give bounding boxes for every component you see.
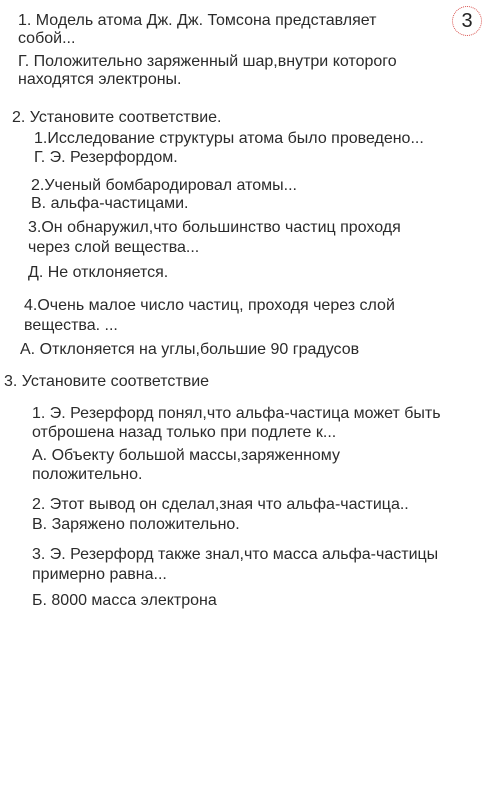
q2-item-2-question: 2.Ученый бомбародировал атомы...	[31, 177, 297, 194]
q3-item-1-question-2: отброшена назад только при подлете к...	[32, 424, 337, 441]
q3-item-1-answer-1: А. Объекту большой массы,заряженному	[32, 447, 340, 464]
q2-item-1-question: 1.Исследование структуры атома было проведено...	[34, 130, 424, 147]
q2-item-4-question-2: вещества. ...	[24, 317, 118, 334]
q3-title: 3. Установите соответствие	[4, 373, 210, 390]
q2-item-3-question-2: через слой вещества...	[28, 239, 200, 256]
q3-item-2-question: 2. Этот вывод он сделал,зная что альфа-частица..	[32, 496, 409, 513]
q1-answer-line-1: Г. Положительно заряженный шар,внутри которого	[18, 53, 397, 70]
q2-item-4-question-1: 4.Очень малое число частиц, проходя через слой	[24, 297, 395, 314]
q3-item-3-answer: Б. 8000 масса электрона	[32, 592, 217, 609]
q3-item-1-answer-2: положительно.	[32, 466, 143, 483]
q3-item-2-answer: В. Заряжено положительно.	[32, 516, 240, 533]
q2-item-2-answer: В. альфа-частицами.	[31, 195, 189, 212]
q1-line-2: собой...	[18, 30, 76, 47]
q2-item-4-answer: А. Отклоняется на углы,большие 90 градусов	[20, 341, 360, 358]
q2-item-3-answer: Д. Не отклоняется.	[28, 264, 169, 281]
page-number-badge: 3	[452, 6, 482, 36]
q1-answer-line-2: находятся электроны.	[18, 71, 182, 88]
q2-item-3-question-1: 3.Он обнаружил,что большинство частиц проходя	[28, 219, 401, 236]
q2-item-1-answer: Г. Э. Резерфордом.	[34, 149, 178, 166]
q3-item-1-question-1: 1. Э. Резерфорд понял,что альфа-частица может быть	[32, 405, 441, 422]
q3-item-3-question-2: примерно равна...	[32, 566, 167, 583]
q2-title: 2. Установите соответствие.	[12, 109, 222, 126]
q3-item-3-question-1: 3. Э. Резерфорд также знал,что масса альфа-частицы	[32, 546, 439, 563]
q1-line-1: 1. Модель атома Дж. Дж. Томсона представляет	[18, 12, 377, 29]
